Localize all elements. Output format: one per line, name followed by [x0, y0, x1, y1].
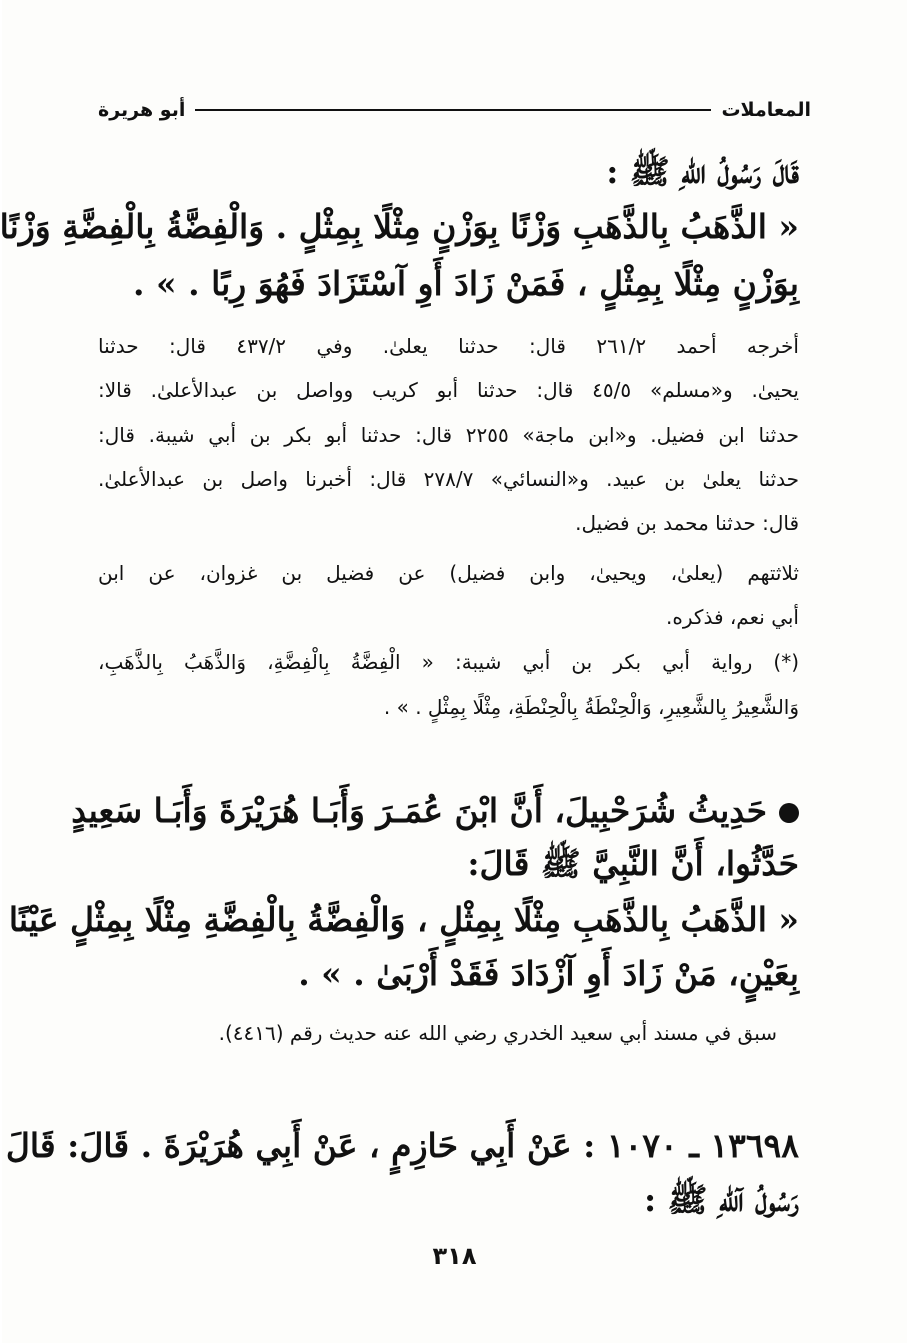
book-page	[2, 0, 907, 1343]
hadith2-intro-line-1-text: حَدِيثُ شُرَحْبِيلَ، أَنَّ ابْنَ عُمَـرَ وَأَبَـا هُرَيْرَةَ وَأَبَـا سَعِيدٍ	[71, 791, 767, 830]
riwaya-line-2: وَالشَّعِيرُ بِالشَّعِيرِ، وَالْحِنْطَةُ بِالْحِنْطَةِ، مِثْلًا بِمِثْلٍ . » .	[383, 695, 799, 719]
takhrij-line-4: حدثنا يعلىٰ بن عبيد. و«النسائي» ٢٧٨/٧ قال: أخبرنا واصل بن عبدالأعلىٰ.	[98, 467, 799, 491]
header-section-title: المعاملات	[721, 99, 811, 121]
hadith1-text-line-2: بِوَزْنٍ مِثْلًا بِمِثْلٍ ، فَمَنْ زَادَ أَوِ آسْتَزَادَ فَهُوَ رِبًا . » .	[133, 264, 799, 303]
hadith3-line-2: رَسُولُ آللهِ ﷺ :	[643, 1180, 799, 1219]
hadith1-text-line-1: « الذَّهَبُ بِالذَّهَبِ وَزْنًا بِوَزْنٍ مِثْلًا بِمِثْلٍ . وَالْفِضَّةُ بِالْفِضَّةِ وَزْنًا	[0, 207, 799, 246]
takhrij-line-3: حدثنا ابن فضيل. و«ابن ماجة» ٢٢٥٥ قال: حدثنا أبو بكر بن أبي شيبة. قال:	[98, 423, 799, 447]
hadith2-intro-line-2: حَدَّثُوا، أَنَّ النَّبِيَّ ﷺ قَالَ:	[467, 844, 799, 883]
takhrij-line-1: أخرجه أحمد ٢٦١/٢ قال: حدثنا يعلىٰ. وفي ٤٣٧/٢ قال: حدثنا	[98, 334, 799, 358]
page-number: ٣١٨	[432, 1242, 477, 1270]
running-header	[98, 93, 811, 127]
hadith1-intro: قَالَ رَسُولُ اللهِ ﷺ :	[606, 152, 799, 191]
hadith2-text-line-2: بِعَيْنٍ، مَنْ زَادَ أَوِ آزْدَادَ فَقَدْ أَرْبَىٰ . » .	[298, 954, 799, 993]
bullet-icon	[779, 803, 799, 823]
takhrij-line-5: قال: حدثنا محمد بن فضيل.	[575, 511, 799, 535]
hadith3-line-1: ١٣٦٩٨ ـ ١٠٧٠ : عَنْ أَبِي حَازِمٍ ، عَنْ أَبِي هُرَيْرَةَ . قَالَ: قَالَ	[5, 1126, 799, 1165]
hadith2-intro-line-1	[71, 789, 799, 833]
takhrij-line-2: يحيىٰ. و«مسلم» ٤٥/٥ قال: حدثنا أبو كريب وواصل بن عبدالأعلىٰ. قالا:	[98, 378, 799, 402]
hadith2-text-line-1: « الذَّهَبُ بِالذَّهَبِ مِثْلًا بِمِثْلٍ ، وَالْفِضَّةُ بِالْفِضَّةِ مِثْلًا بِمِثْلٍ عَيْنًا	[8, 900, 799, 939]
chain-line-2: أبي نعم، فذكره.	[666, 605, 799, 629]
riwaya-line-1: (*) رواية أبي بكر بن أبي شيبة: « الْفِضَّةُ بِالْفِضَّةِ، وَالذَّهَبُ بِالذَّهَبِ،	[98, 650, 799, 674]
header-rule	[195, 109, 711, 111]
hadith2-note: سبق في مسند أبي سعيد الخدري رضي الله عنه حديث رقم (٤٤١٦).	[218, 1021, 777, 1045]
header-musnad-name: أبو هريرة	[98, 99, 186, 121]
chain-line-1: ثلاثتهم (يعلىٰ، ويحيىٰ، وابن فضيل) عن فضيل بن غزوان، عن ابن	[98, 561, 799, 585]
